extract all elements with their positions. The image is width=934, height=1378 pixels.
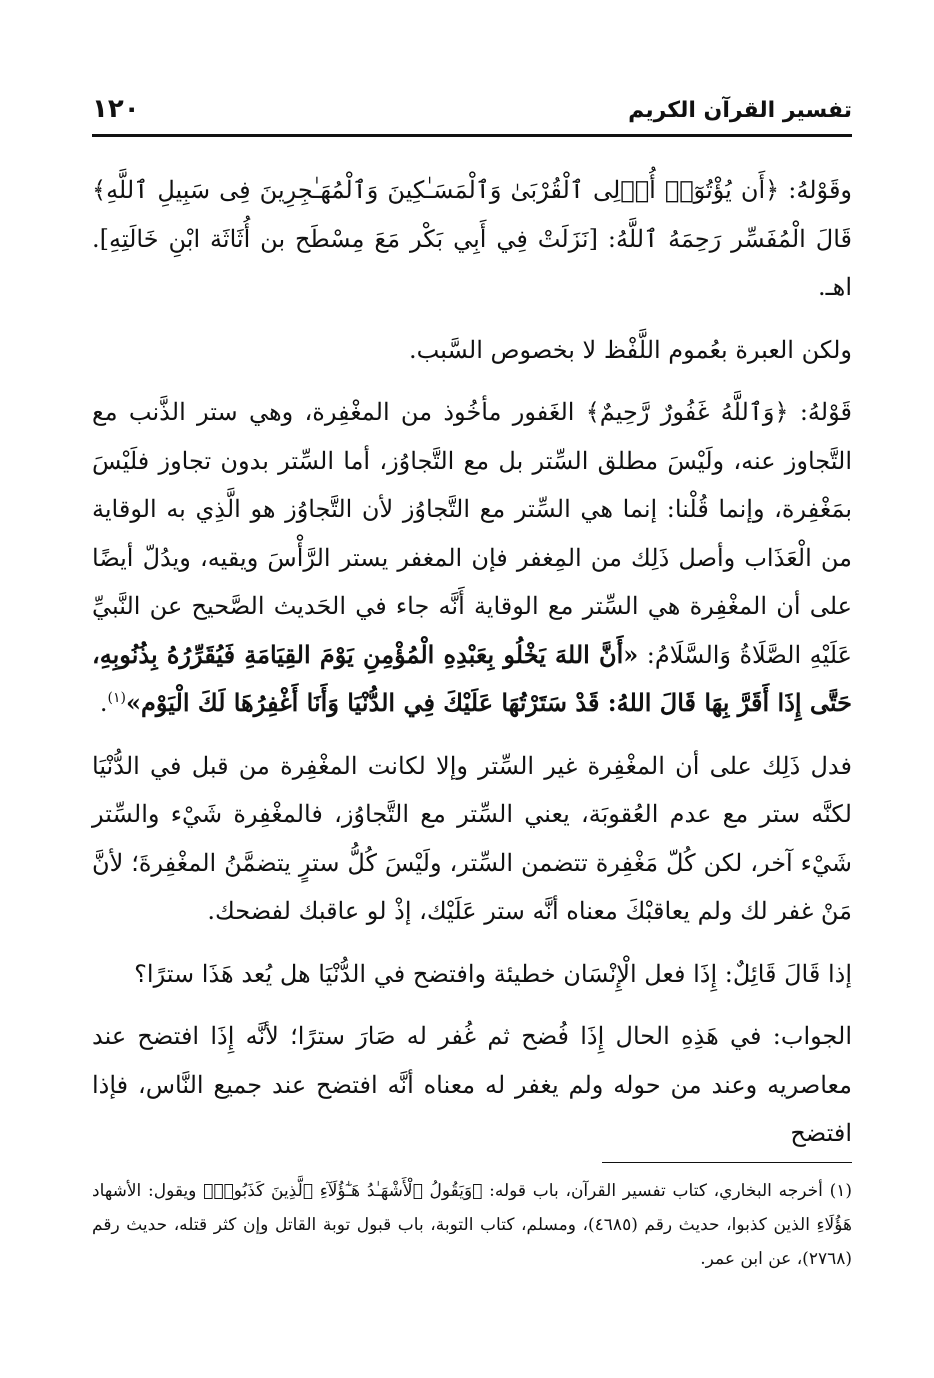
footnote-divider bbox=[602, 1162, 852, 1163]
main-text bbox=[92, 166, 852, 1172]
page-header bbox=[92, 92, 852, 132]
footnotes bbox=[92, 1174, 852, 1276]
header-divider bbox=[92, 134, 852, 137]
hadith-end: . bbox=[99, 689, 108, 717]
paragraph-2: ولكن العبرة بعُموم اللَّفْظ لا بخصوص السَّبب. bbox=[409, 335, 852, 364]
footnote-1: (١) أخرجه البخاري، كتاب تفسير القرآن، باب قوله: ﴿وَيَقُولُ ٱلْأَشْهَـٰدُ هَـٰٓؤُلَآءِ ٱلَّذِينَ كَذَبُوا۟﴾ ويقول: الأشهاد هَؤُلَاءِ الذين كذبوا، حديث رقم (٤٦٨٥)، ومسلم، كتاب التوبة، باب قبول توبة القاتل وإن كثر قتله، حديث رقم (٢٧٦٨)، عن ابن عمر. bbox=[92, 1181, 852, 1269]
paragraph-1: وقَوْلهُ: ﴿أَن يُؤْتُوٓا۟ أُو۟لِى ٱلْقُرْبَىٰ وَٱلْمَسَـٰكِينَ وَٱلْمُهَـٰجِرِينَ فِى سَبِيلِ ٱللَّهِ﴾ قَالَ الْمُفَسِّر رَحِمَهُ ٱللَّهُ: [نَزَلَتْ فِي أَبِي بَكْر مَعَ مِسْطَح بن أُثَاثَة ابْنِ خَالَتِهِ]. اهـ. bbox=[92, 176, 852, 301]
page-number: ١٢٠ bbox=[92, 94, 140, 124]
paragraph-3 bbox=[92, 388, 852, 728]
footnote-reference[interactable]: (١) bbox=[107, 690, 127, 706]
book-title: تفسير القرآن الكريم bbox=[628, 98, 852, 123]
paragraph-3-text: قَوْلهُ: ﴿وَٱللَّهُ غَفُورٌ رَّحِيمٌ﴾ الغَفور مأخُوذ من المغْفِرة، وهي ستر الذَّنب مع التَّجاوز عنه، ولَيْسَ مطلق السِّتر بل مع التَّجاوُز، أما السِّتر بدون تجاوز فلَيْسَ بمَغْفِرة، وإنما قُلْنا: إنما هي السِّتر مع التَّجاوُز لأن التَّجاوُز هو الَّذِي به الوقاية من الْعَذَاب وأصل ذَلِك من المِغفر فإن المغفر يستر الرَّأْسَ ويقيه، ويدُلّ أيضًا على أن المغْفِرة هي السِّتر مع الوقاية أَنَّه جاء في الحَديث الصَّحيح عن النَّبيِّ عَلَيْهِ الصَّلَاةُ وَالسَّلَامُ: bbox=[92, 398, 853, 669]
paragraph-4: فدل ذَلِك على أن المغْفِرة غير السِّتر وإلا لكانت المغْفِرة من قبل في الدُّنْيَا لكنَّه ستر مع عدم العُقوبَة، يعني السِّتر مع التَّجاوُز، فالمغْفِرة شَيْء والسِّتر شَيْء آخر، لكن كُلّ مَغْفِرة تتضمن السِّتر، ولَيْسَ كُلُّ سترٍ يتضمَّنُ المغْفِرةَ؛ لأنَّ مَنْ غفر لك ولم يعاقبْكَ معناه أنَّه ستر عَلَيْك، إذْ لو عاقبك لفضحك. bbox=[92, 751, 852, 925]
hadith-quote: «أَنَّ اللهَ يَخْلُو بِعَبْدِهِ الْمُؤْمِنِ يَوْمَ القِيَامَةِ فَيُقَرِّرُهُ بِذُنُوبِهِ، حَتَّى إِذَا أَقَرَّ بِهَا قَالَ اللهُ: قَدْ سَتَرْتُهَا عَلَيْكَ فِي الدُّنْيَا وَأَنَا أَغْفِرُهَا لَكَ الْيَوْم» bbox=[92, 639, 852, 717]
paragraph-5: إذا قَالَ قَائِلٌ: إِذَا فعل الْإِنْسَان خطيئة وافتضح في الدُّنْيَا هل يُعد هَذَا سترًا؟ bbox=[134, 959, 852, 988]
paragraph-6: الجواب: في هَذِهِ الحال إِذَا فُضح ثم غُفر له صَارَ سترًا؛ لأنَّه إِذَا افتضح عند معاصريه وعند من حوله ولم يغفر له معناه أنَّه افتضح عند جميع النَّاس، فإذا افتضح bbox=[92, 1022, 852, 1147]
